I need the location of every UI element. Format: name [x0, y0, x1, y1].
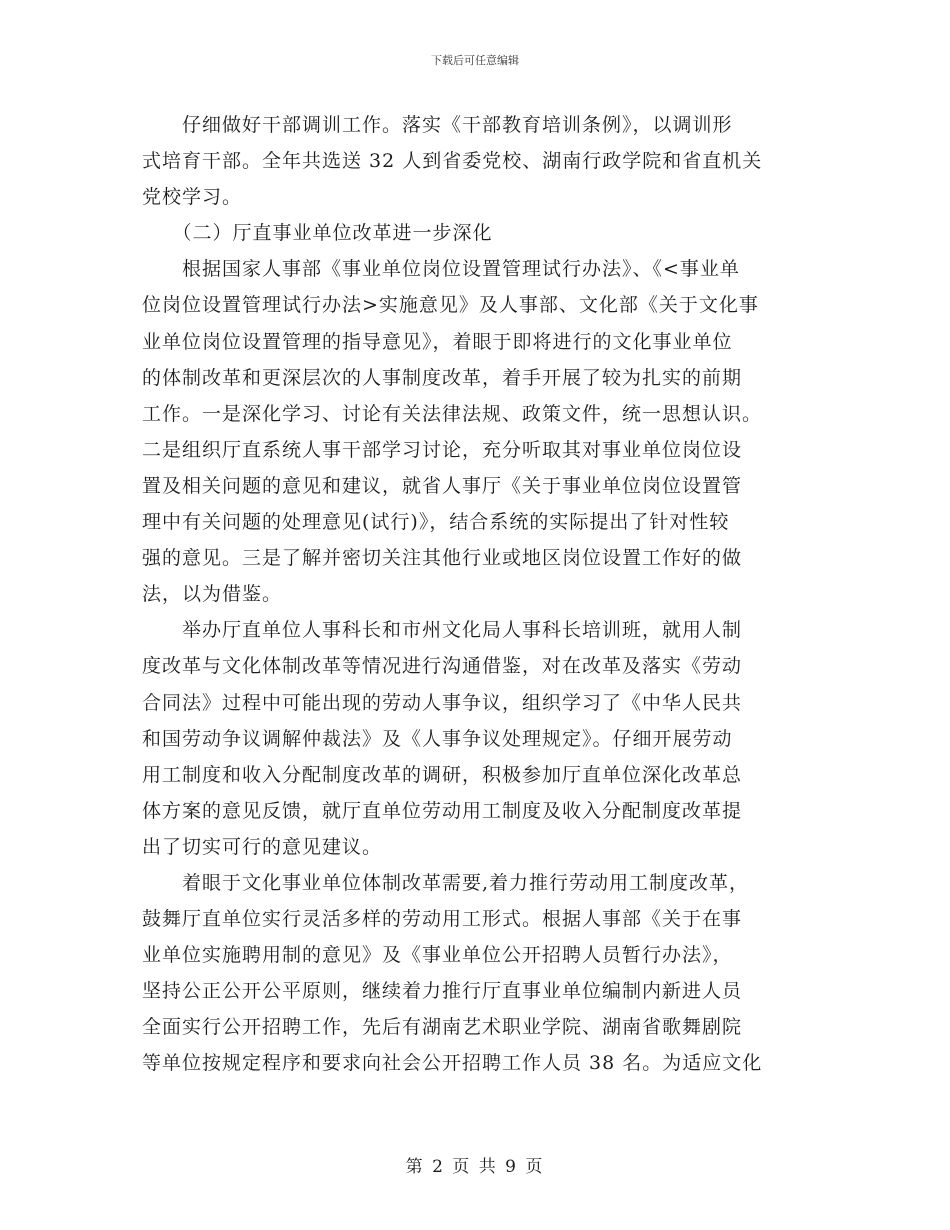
text-line: 业单位实施聘用制的意见》及《事业单位公开招聘人员暂行办法》， — [142, 944, 733, 967]
text-line: 法，以为借鉴。 — [142, 583, 283, 606]
text-line: 用工制度和收入分配制度改革的调研，积极参加厅直单位深化改革总 — [142, 763, 743, 786]
page-header: 下载后可任意编辑 — [431, 54, 519, 67]
text-line: 强的意见。三是了解并密切关注其他行业或地区岗位设置工作好的做 — [142, 547, 743, 570]
text-line: 置及相关问题的意见和建议，就省人事厅《关于事业单位岗位设置管 — [142, 474, 743, 497]
text-line: 工作。一是深化学习、讨论有关法律法规、政策文件，统一思想认识。 — [142, 402, 763, 425]
text-line: （二）厅直事业单位改革进一步深化 — [142, 222, 493, 245]
text-line: 二是组织厅直系统人事干部学习讨论，充分听取其对事业单位岗位设 — [142, 438, 743, 461]
text-line: 党校学习。 — [142, 186, 243, 209]
text-line: 位岗位设置管理试行办法>实施意见》及人事部、文化部《关于文化事 — [142, 294, 759, 317]
text-line: 业单位岗位设置管理的指导意见》，着眼于即将进行的文化事业单位 — [142, 330, 733, 353]
text-line: 仔细做好干部调训工作。落实《干部教育培训条例》，以调训形 — [142, 114, 733, 136]
text-line: 举办厅直单位人事科长和市州文化局人事科长培训班，就用人制 — [142, 619, 743, 642]
text-line: 体方案的意见反馈，就厅直单位劳动用工制度及收入分配制度改革提 — [142, 799, 743, 822]
text-line: 着眼于文化事业单位体制改革需要,着力推行劳动用工制度改革， — [142, 871, 750, 894]
text-line: 度改革与文化体制改革等情况进行沟通借鉴，对在改革及落实《劳动 — [142, 655, 743, 678]
text-line: 合同法》过程中可能出现的劳动人事争议，组织学习了《中华人民共 — [142, 691, 743, 714]
text-line: 等单位按规定程序和要求向社会公开招聘工作人员 38 名。为适应文化 — [142, 1052, 763, 1075]
text-line: 和国劳动争议调解仲裁法》及《人事争议处理规定》。仔细开展劳动 — [142, 727, 733, 750]
page-number-footer: 第 2 页 共 9 页 — [405, 1157, 545, 1177]
text-line: 坚持公正公开公平原则，继续着力推行厅直事业单位编制内新进人员 — [142, 980, 743, 1003]
text-line: 出了切实可行的意见建议。 — [142, 835, 383, 858]
document-body — [142, 107, 810, 1082]
text-line: 鼓舞厅直单位实行灵活多样的劳动用工形式。根据人事部《关于在事 — [142, 908, 743, 931]
text-line: 理中有关问题的处理意见(试行)》，结合系统的实际提出了针对性较 — [142, 511, 730, 534]
text-line: 式培育干部。全年共选送 32 人到省委党校、湖南行政学院和省直机关 — [142, 150, 763, 173]
text-line: 全面实行公开招聘工作，先后有湖南艺术职业学院、湖南省歌舞剧院 — [142, 1016, 743, 1039]
text-line: 的体制改革和更深层次的人事制度改革，着手开展了较为扎实的前期 — [142, 366, 743, 389]
text-line: 根据国家人事部《事业单位岗位设置管理试行办法》、《<事业单 — [142, 258, 740, 281]
